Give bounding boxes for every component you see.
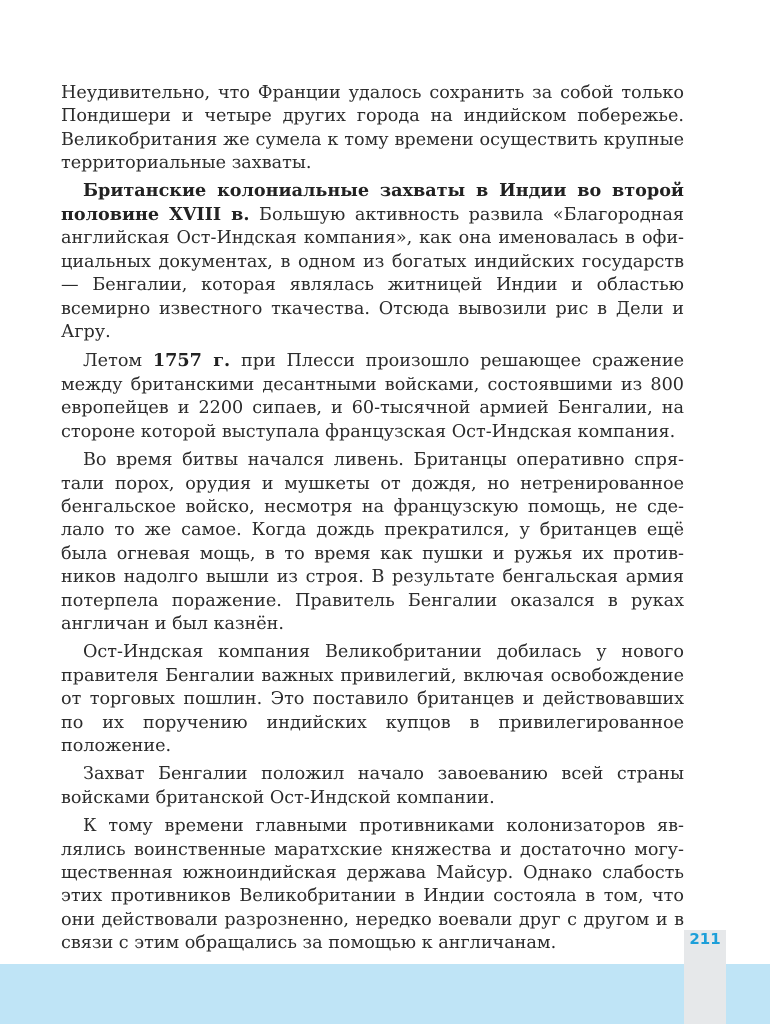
- date-highlight: 1757 г.: [152, 350, 231, 372]
- section-heading: Британские колониальные захваты в Индии во второй половине XVIII в.: [61, 179, 684, 226]
- paragraph-opponents: К тому времени главными противниками колонизаторов являлись воинственные маратхские княжества и достаточно могущественная южноиндийская держава Майсур. Однако слабость этих противников Великобритании в Индии состояла в том, что они действовали разрозненно, нередко воевали друг с другом и в связи с этим обращались за помощью к англичанам.: [61, 816, 684, 954]
- page-body: [61, 82, 684, 956]
- bottom-band: [0, 964, 770, 1024]
- paragraph-colonial-conquests: [61, 179, 684, 345]
- paragraph-privileges: Ост-Индская компания Великобритании добилась у нового правителя Бенгалии важных привилегий, включая освобождение от торговых пошлин. Это поставило британцев и действовавших по их поручению индийских купцов в привилегированное положение.: [61, 642, 684, 756]
- paragraph-bengal-capture: Захват Бенгалии положил начало завоеванию всей страны войсками британской Ост-Индской компании.: [61, 764, 684, 808]
- paragraph-battle-rain: Во время битвы начался ливень. Британцы оперативно спрятали порох, орудия и мушкеты от дождя, но нетренированное бенгальское войско, несмотря на французскую помощь, не сделало то же самое. Когда дождь прекратился, у британцев ещё была огневая мощь, в то время как пушки и ружья их противников надолго вышли из строя. В результате бенгальская армия потерпела поражение. Правитель Бенгалии оказался в руках англичан и был казнён.: [61, 450, 684, 634]
- paragraph-plassey: [61, 349, 684, 444]
- page-number: 211: [689, 930, 721, 948]
- paragraph-text: при Плесси произошло решающее сражение между британскими десантными войсками, состоявшими из 800 европейцев и 2200 сипаев, и 60-тысячной армией Бенгалии, на стороне которой выступала французская Ост-Индская компания.: [61, 351, 685, 442]
- paragraph-text: Летом: [83, 351, 153, 372]
- paragraph-text: Большую активность развила «Благородная английская Ост-Индская компания», как она именовалась в официальных документах, в одном из богатых индийских государств — Бенгалии, которая являлась житницей Индии и областью всемирно известного ткачества. Отсюда вывозили рис в Дели и Агру.: [61, 205, 684, 343]
- paragraph-intro: Неудивительно, что Франции удалось сохранить за собой только Пондишери и четыре других города на индийском побережье. Великобритания же сумела к тому времени осуществить крупные территориальные захваты.: [61, 83, 684, 174]
